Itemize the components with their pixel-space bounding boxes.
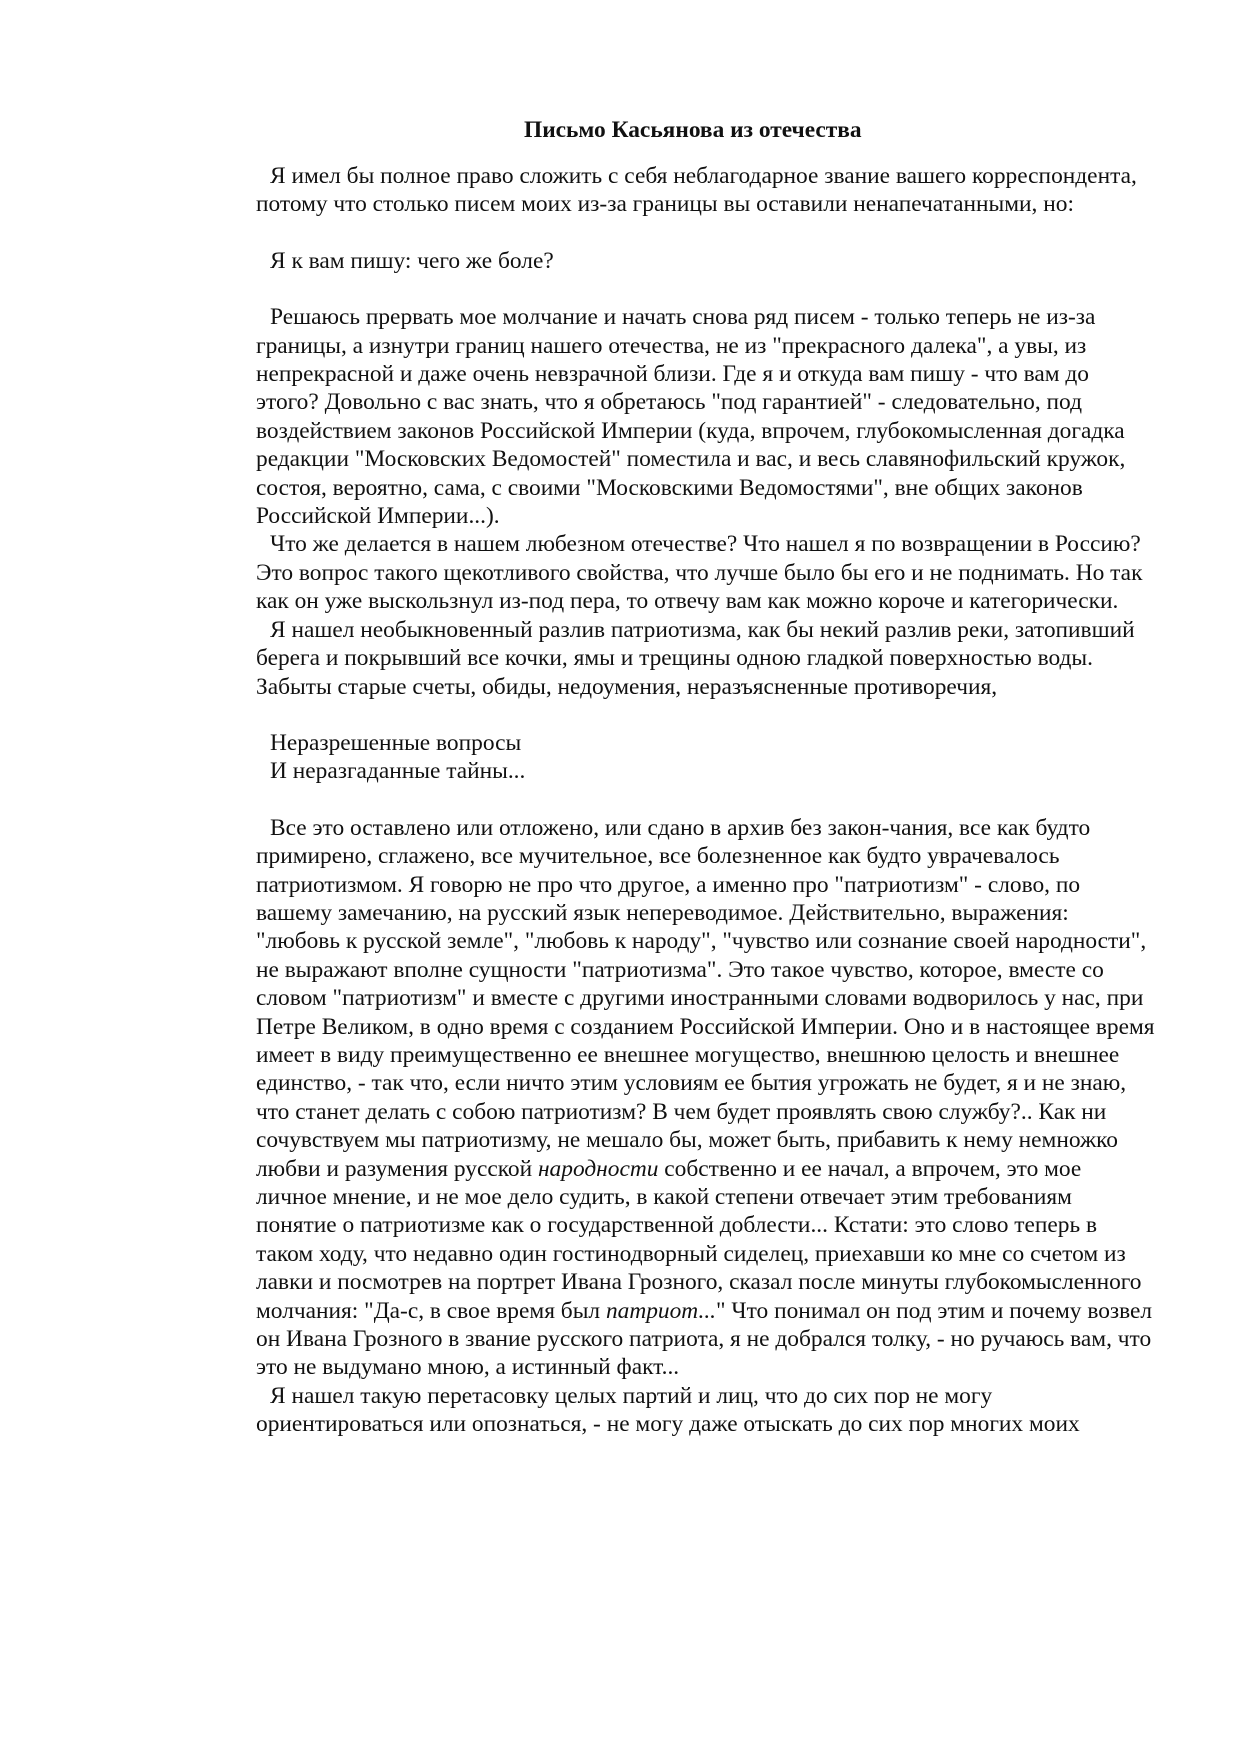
emphasis-text: патриот... bbox=[605, 1297, 717, 1324]
paragraph-text: Все это оставлено или отложено, или сдано в архив без закон-чания, все как будто примирено, сглажено, все мучительное, все болезненное как будто уврачевалось патриотизмом. Я говорю не про что другое, а именно про "патриотизм" - слово, по вашему замечанию, на русский язык непереводимое. Действительно, выражения: "любовь к русской земле", "любовь к народу", "чувство или сознание своей народности", не выражают вполне сущности "патриотизма". Это такое чувство, которое, вместе со словом "патриотизм" и вместе с другими иностранными словами водворилось у нас, при Петре Великом, в одно время с созданием Российской Империи. Оно и в настоящее время имеет в виду преимущественно ее внешнее могущество, внешнюю целость и внешнее единство, - так что, если ничто этим условиям ее бытия угрожать не будет, я и не знаю, что станет делать с собою патриотизм? В чем будет проявлять свою службу?.. Как ни сочувствуем мы патриотизму, не мешало бы, может быть, прибавить к нему немножко любви и разумения русской bbox=[256, 814, 1155, 1182]
paragraph-text: " Что понимал он под этим и почему возвел он Ивана Грозного в звание русского патриота, я не добрался толку, - но ручаюсь вам, что это не выдумано мною, а истинный факт... bbox=[256, 1297, 1153, 1381]
paragraph-text: собственно и ее начал, а впрочем, это мое личное мнение, и не мое дело судить, в какой степени отвечает этим требованиям понятие о патриотизме как о государственной доблести... Кстати: это слово теперь в таком ходу, что недавно один гостинодворный сиделец, приехавши ко мне со счетом из лавки и посмотрев на портрет Ивана Грозного, сказал после минуты глубокомысленного молчания: "Да-с, в свое время был bbox=[256, 1155, 1142, 1324]
emphasis-text: народности bbox=[537, 1155, 659, 1182]
verse-quote bbox=[256, 729, 1156, 786]
paragraph: Я имел бы полное право сложить с себя неблагодарное звание вашего корреспондента, потому что столько писем моих из-за границы вы оставили ненапечатанными, но: bbox=[256, 163, 1137, 218]
quote-line: Я к вам пишу: чего же боле? bbox=[270, 247, 554, 274]
paragraph: Я нашел необыкновенный разлив патриотизма, как бы некий разлив реки, затопивший берега и покрывший все кочки, ямы и трещины одною гладкой поверхностью воды. Забыты старые счеты, обиды, недоумения, неразъясненные противоречия, bbox=[256, 616, 1135, 700]
paragraph bbox=[256, 814, 1156, 1382]
paragraph: Я нашел такую перетасовку целых партий и лиц, что до сих пор не могу ориентироваться или опознаться, - не могу даже отыскать до сих пор многих моих bbox=[256, 1382, 1080, 1438]
document-title: Письмо Касьянова из отечества bbox=[524, 117, 862, 143]
paragraph: Решаюсь прервать мое молчание и начать снова ряд писем - только теперь не из-за границы, а изнутри границ нашего отечества, не из "прекрасного далека", а увы, из непрекрасной и даже очень невзрачной близи. Где я и откуда вам пишу - что вам до этого? Довольно с вас знать, что я обретаюсь "под гарантией" - следовательно, под воздействием законов Российской Империи (куда, впрочем, глубокомысленная догадка редакции "Московских Ведомостей" поместила и вас, и весь славянофильский кружок, состоя, вероятно, сама, с своими "Московскими Ведомостями", вне общих законов Российской Империи...). bbox=[256, 304, 1126, 530]
verse-line: И неразгаданные тайны... bbox=[270, 758, 526, 785]
paragraph: Что же делается в нашем любезном отечестве? Что нашел я по возвращении в Россию? Это вопрос такого щекотливого свойства, что лучше было бы его и не поднимать. Но так как он уже выскользнул из-под пера, то отвечу вам как можно короче и категорически. bbox=[256, 531, 1143, 615]
document-body bbox=[256, 116, 1156, 1439]
verse-line: Неразрешенные вопросы bbox=[270, 729, 522, 756]
